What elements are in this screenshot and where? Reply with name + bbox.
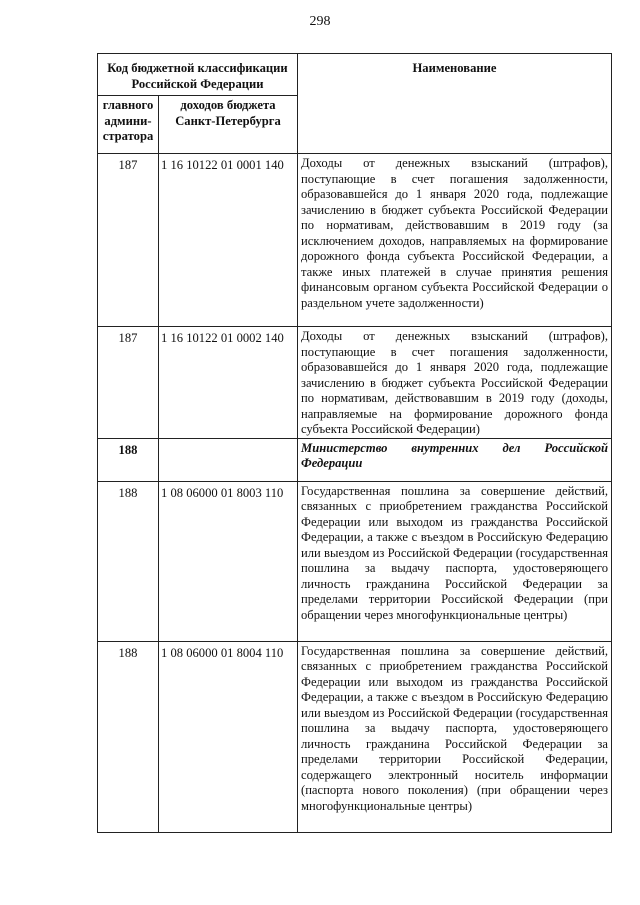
income-code-cell: [159, 438, 298, 481]
income-name-cell: Государственная пошлина за совершение действий, связанных с приобретением гражданства Российской Федерации или выходом из гражданства Российской Федерации, а также с въездом в Российскую Федерацию или выездом из Российской Федерации (государственная пошлина за выдачу паспорта, удостоверяющего личность гражданина Российской Федерации за пределами территории Российской Федерации, содержащего электронный носитель информации (паспорта нового поколения) (при обращении через многофункциональные центры): [298, 641, 612, 832]
code-group-header: Код бюджетной классификации Российской Федерации: [98, 54, 298, 96]
name-column-header: Наименование: [298, 54, 612, 154]
table-row: [98, 327, 612, 439]
income-column-header: доходов бюджета Санкт-Петербурга: [159, 96, 298, 154]
table-row: [98, 481, 612, 641]
admin-code-cell: 188: [98, 438, 159, 481]
ministry-name-cell: Министерство внутренних дел Российской Федерации: [298, 438, 612, 481]
budget-classification-table: [97, 53, 612, 833]
table-row: [98, 641, 612, 832]
admin-code-cell: 188: [98, 641, 159, 832]
admin-code-cell: 188: [98, 481, 159, 641]
page-number: 298: [309, 14, 331, 29]
income-name-cell: Государственная пошлина за совершение действий, связанных с приобретением гражданства Российской Федерации или выходом из гражданства Российской Федерации, а также с въездом в Российскую Федерацию или выездом из Российской Федерации (государственная пошлина за выдачу паспорта, удостоверяющего личность гражданина Российской Федерации за пределами территории Российской Федерации (при обращении через многофункциональные центры): [298, 481, 612, 641]
income-code-cell: 1 16 10122 01 0001 140: [159, 154, 298, 327]
table-header-row: [98, 54, 612, 96]
income-name-cell: Доходы от денежных взысканий (штрафов), поступающие в счет погашения задолженности, образовавшейся до 1 января 2020 года, подлежащие зачислению в бюджет субъекта Российской Федерации по нормативам, действовавшим в 2019 году (доходы, направляемые на формирование дорожного фонда субъекта Российской Федерации): [298, 327, 612, 439]
income-code-cell: 1 16 10122 01 0002 140: [159, 327, 298, 439]
table-row-ministry: [98, 438, 612, 481]
admin-code-cell: 187: [98, 154, 159, 327]
income-name-cell: Доходы от денежных взысканий (штрафов), поступающие в счет погашения задолженности, образовавшейся до 1 января 2020 года, подлежащие зачислению в бюджет субъекта Российской Федерации по нормативам, действовавшим в 2019 году (за исключением доходов, направляемых на формирование дорожного фонда субъекта Российской Федерации, а также иных платежей в случае принятия решения финансовым органом субъекта Российской Федерации о раздельном учете задолженности): [298, 154, 612, 327]
admin-column-header: главного админи-стратора: [98, 96, 159, 154]
income-code-cell: 1 08 06000 01 8003 110: [159, 481, 298, 641]
income-code-cell: 1 08 06000 01 8004 110: [159, 641, 298, 832]
table-row: [98, 154, 612, 327]
admin-code-cell: 187: [98, 327, 159, 439]
